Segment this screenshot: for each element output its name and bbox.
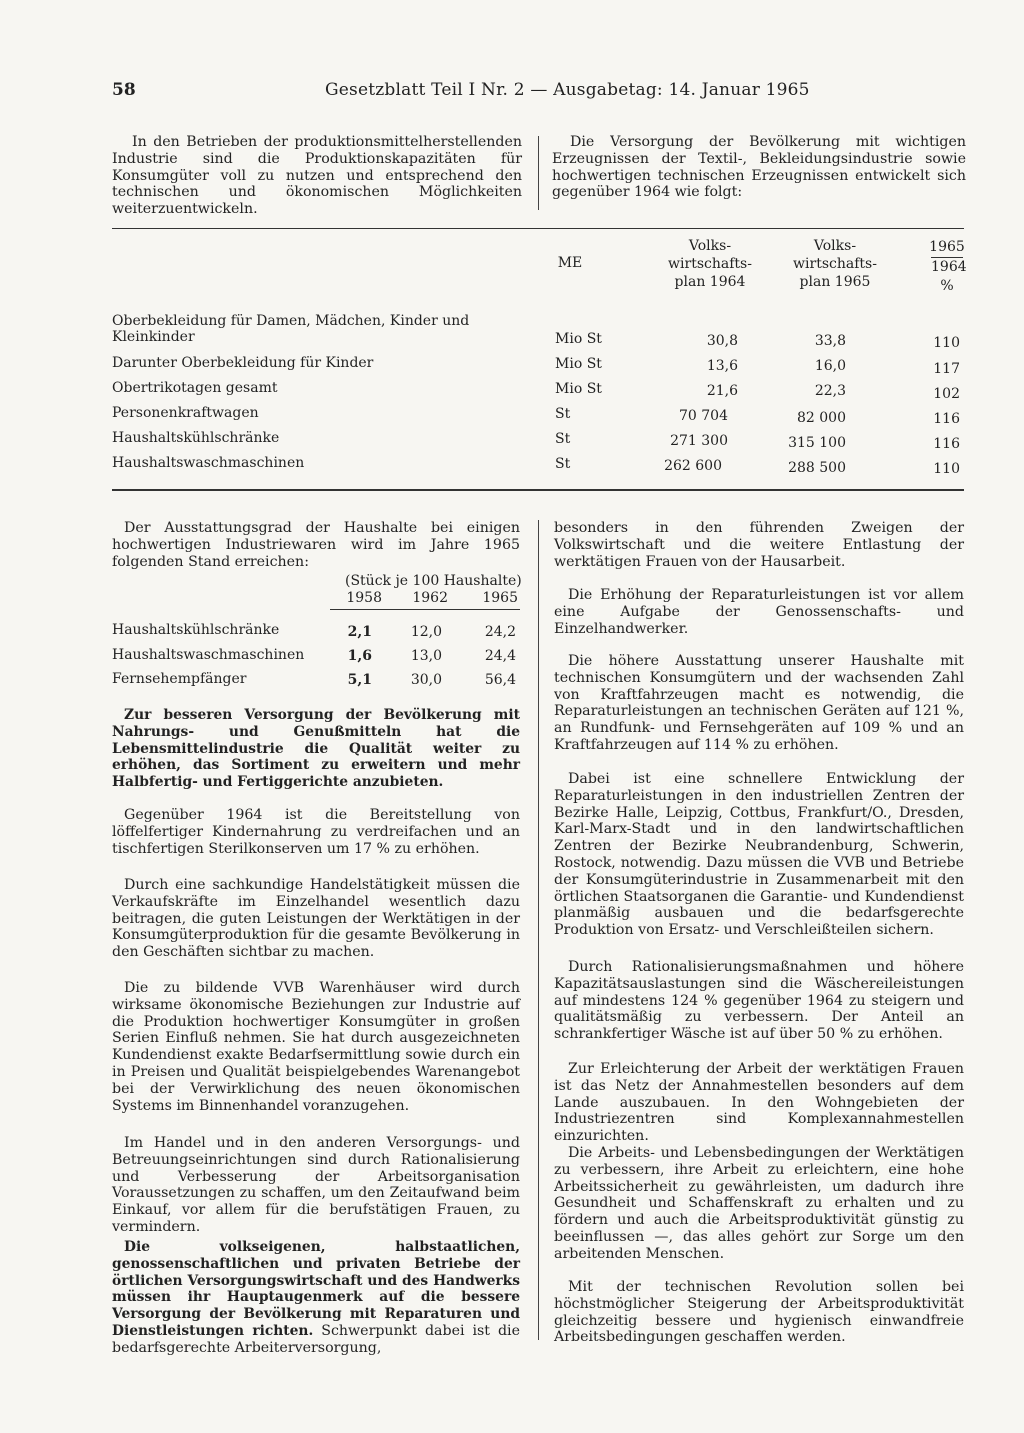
- table1-top-rule: [112, 228, 964, 229]
- table1-header-plan1965-line2: wirtschafts-: [793, 256, 877, 272]
- left-paragraph-2-bold: Zur besseren Versorgung der Bevölkerung mit Nahrungs- und Genußmitteln hat die Lebensmittelindustrie die Qualität weiter zu erhöhen, das Sortiment zu erweitern und mehr Halbfertig- und Fertiggerichte anzubieten.: [112, 707, 520, 791]
- table1-header-plan1964-line2: wirtschafts-: [668, 256, 752, 272]
- column-divider-main: [538, 520, 539, 1340]
- table1-row-label: Obertrikotagen gesamt: [112, 380, 278, 396]
- left-paragraph-6: Im Handel und in den anderen Versorgungs- und Betreuungseinrichtungen sind durch Rationalisierung und Verbesserung der Arbeitsorganisation Voraussetzungen zu schaffen, um den Zeitaufwand beim Einkauf, vor allem für die berufstätigen Frauen, zu vermindern.: [112, 1135, 520, 1235]
- table1-row-v1964: 30,8: [706, 333, 738, 349]
- table1-header-ratio-top: 1965: [929, 239, 965, 255]
- table1-row-me: Mio St: [555, 331, 602, 347]
- page-header-title: Gesetzblatt Teil I Nr. 2 — Ausgabetag: 14. Januar 1965: [325, 80, 810, 100]
- table2-row-label: Haushaltskühlschränke: [112, 622, 280, 638]
- table1-row-pct: 117: [933, 361, 960, 377]
- left-paragraph-7-rest: Schwerpunkt dabei ist die bedarfsgerechte Arbeiterversorgung,: [112, 1322, 520, 1356]
- table1-row-label: Darunter Oberbekleidung für Kinder: [112, 355, 374, 371]
- table2-year-1965: 1965: [482, 590, 518, 606]
- table1-row-v1965: 33,8: [814, 333, 846, 349]
- table1-row-pct: 110: [933, 335, 960, 351]
- table1-row-label: Haushaltswaschmaschinen: [112, 455, 305, 471]
- table1-row-me: St: [555, 456, 571, 472]
- intro-right-paragraph: Die Versorgung der Bevölkerung mit wichtigen Erzeugnissen der Textil-, Bekleidungsindustrie sowie hochwertigen technischen Erzeugnissen entwickelt sich gegenüber 1964 wie folgt:: [552, 134, 966, 201]
- table2-row-1965: 24,2: [484, 624, 516, 640]
- right-paragraph-3: Die höhere Ausstattung unserer Haushalte mit technischen Konsumgütern und der wachsenden Zahl von Kraftfahrzeugen macht es notwendig, die Reparaturleistungen an technischen Geräten auf 121 %, an Rundfunk- und Fernsehgeräten auf 109 % und an Kraftfahrzeugen auf 114 % zu erhöhen.: [554, 653, 964, 753]
- table1-row-v1964: 262 600: [664, 458, 722, 474]
- right-paragraph-8: Mit der technischen Revolution sollen bei höchstmöglicher Steigerung der Arbeitsproduktivität gleichzeitig bessere und hygienisch einwandfreie Arbeitsbedingungen geschaffen werden.: [554, 1279, 964, 1346]
- table1-header-me: ME: [557, 255, 583, 271]
- right-paragraph-7: Die Arbeits- und Lebensbedingungen der Werktätigen zu verbessern, ihre Arbeit zu erleichtern, eine hohe Arbeitssicherheit zu gewährleisten, um dadurch ihre Gesundheit und Schaffenskraft zu erhalten und zu fördern und auch die Arbeitsproduktivität günstig zu beeinflussen —, das alles gehört zur Sorge um den arbeitenden Menschen.: [554, 1145, 964, 1262]
- table1-row-me: St: [555, 431, 571, 447]
- table1-row-v1965: 82 000: [797, 410, 846, 426]
- table2-row-1958: 2,1: [347, 624, 372, 640]
- right-paragraph-5: Durch Rationalisierungsmaßnahmen und höhere Kapazitätsauslastungen sind die Wäschereileistungen auf mindestens 124 % gegenüber 1964 zu steigern und qualitätsmäßig zu verbessern. Der Anteil an schrankfertiger Wäsche ist auf über 50 % zu erhöhen.: [554, 959, 964, 1043]
- table1-row-v1964: 21,6: [706, 383, 738, 399]
- table1-row-me: St: [555, 406, 571, 422]
- right-paragraph-2: Die Erhöhung der Reparaturleistungen ist vor allem eine Aufgabe der Genossenschafts- und Einzelhandwerker.: [554, 587, 964, 637]
- table1-bottom-rule: [112, 489, 964, 491]
- left-paragraph-1: Der Ausstattungsgrad der Haushalte bei einigen hochwertigen Industriewaren wird im Jahre 1965 folgenden Stand erreichen:: [112, 520, 520, 570]
- table2-row-1965: 56,4: [484, 672, 516, 688]
- left-paragraph-7: [112, 1239, 520, 1357]
- table1-row-v1965: 16,0: [814, 358, 846, 374]
- table2-row-1958: 5,1: [347, 672, 372, 688]
- table1-header-plan1964: [655, 237, 765, 291]
- table2-header-rule: [330, 609, 520, 610]
- table1-header-plan1965: [780, 237, 890, 291]
- right-paragraph-1: besonders in den führenden Zweigen der Volkswirtschaft und die weitere Entlastung der werktätigen Frauen von der Hausarbeit.: [554, 520, 964, 570]
- page-number: 58: [112, 80, 136, 100]
- table2-row-1962: 12,0: [410, 624, 442, 640]
- table1-row-label: Oberbekleidung für Damen, Mädchen, Kinder und Kleinkinder: [112, 313, 470, 345]
- table1-header-ratio: [925, 238, 969, 296]
- table1-row-v1965: 288 500: [788, 460, 846, 476]
- table2-unit: (Stück je 100 Haushalte): [345, 573, 522, 589]
- table1-row-pct: 116: [933, 436, 960, 452]
- table2-row-1958: 1,6: [347, 648, 372, 664]
- table2-year-1962: 1962: [412, 590, 448, 606]
- table1-row-me: Mio St: [555, 356, 602, 372]
- table1-row-pct: 116: [933, 411, 960, 427]
- table1-row-v1965: 315 100: [788, 435, 846, 451]
- table1-row-pct: 110: [933, 461, 960, 477]
- left-paragraph-7-bold: Die volkseigenen, halbstaatlichen, genossenschaftlichen und privaten Betriebe der örtlichen Versorgungswirtschaft und des Handwerks müssen ihr Hauptaugenmerk auf die bessere Versorgung der Bevölkerung mit Reparaturen und Dienstleistungen richten.: [112, 1239, 520, 1339]
- table1-header-plan1965-line3: plan 1965: [799, 274, 871, 290]
- table2-row-label: Haushaltswaschmaschinen: [112, 647, 305, 663]
- table1-row-me: Mio St: [555, 381, 602, 397]
- table1-header-plan1964-line3: plan 1964: [674, 274, 746, 290]
- table1-header-ratio-bottom: 1964: [931, 259, 967, 275]
- table2-year-1958: 1958: [346, 590, 382, 606]
- column-divider-top: [538, 136, 539, 210]
- right-paragraph-6: Zur Erleichterung der Arbeit der werktätigen Frauen ist das Netz der Annahmestellen besonders auf dem Lande auszubauen. In den Wohngebieten der Industriezentren sind Komplexannahmestellen einzurichten.: [554, 1061, 964, 1145]
- table1-header-plan1964-line1: Volks-: [688, 238, 732, 254]
- left-paragraph-3: Gegenüber 1964 ist die Bereitstellung von löffelfertiger Kindernahrung zu verdreifachen und an tischfertigen Sterilkonserven um 17 % zu erhöhen.: [112, 807, 520, 857]
- table1-header-plan1965-line1: Volks-: [813, 238, 857, 254]
- table2-row-label: Fernsehempfänger: [112, 671, 247, 687]
- left-paragraph-5: Die zu bildende VVB Warenhäuser wird durch wirksame ökonomische Beziehungen zur Industrie auf die Produktion hochwertiger Konsumgüter in großen Serien Einfluß nehmen. Sie hat durch ausgezeichneten Kundendienst exakte Bedarfsermittlung sowie durch ein in Preisen und Qualität beispielgebendes Warenangebot bei der Verwirklichung des neuen ökonomischen Systems im Binnenhandel voranzugehen.: [112, 980, 520, 1114]
- table1-row-label: Personenkraftwagen: [112, 405, 259, 421]
- table1-row-v1964: 13,6: [706, 358, 738, 374]
- table2-row-1962: 30,0: [410, 672, 442, 688]
- intro-left-paragraph: In den Betrieben der produktionsmittelherstellenden Industrie sind die Produktionskapazitäten für Konsumgüter voll zu nutzen und entsprechend den technischen und ökonomischen Möglichkeiten weiterzuentwickeln.: [112, 134, 522, 218]
- right-paragraph-4: Dabei ist eine schnellere Entwicklung der Reparaturleistungen in den industriellen Zentren der Bezirke Halle, Leipzig, Cottbus, Frankfurt/O., Dresden, Karl-Marx-Stadt und in den landwirtschaftlichen Zentren der Bezirke Neubrandenburg, Schwerin, Rostock, notwendig. Dazu müssen die VVB und Betriebe der Konsumgüterindustrie in Zusammenarbeit mit den örtlichen Staatsorganen die Garantie- und Kundendienst planmäßig ausbauen und die bedarfsgerechte Produktion von Ersatz- und Verschleißteilen sichern.: [554, 771, 964, 939]
- table1-row-pct: 102: [933, 386, 960, 402]
- table2-row-1962: 13,0: [410, 648, 442, 664]
- table1-row-v1965: 22,3: [814, 383, 846, 399]
- table1-row-v1964: 271 300: [670, 433, 728, 449]
- table1-header-ratio-unit: %: [940, 278, 954, 294]
- table2-row-1965: 24,4: [484, 648, 516, 664]
- table1-row-label: Haushaltskühlschränke: [112, 430, 280, 446]
- left-paragraph-4: Durch eine sachkundige Handelstätigkeit müssen die Verkaufskräfte im Einzelhandel wesentlich dazu beitragen, die guten Leistungen der Werktätigen in der Konsumgüterproduktion für die gesamte Bevölkerung in den Geschäften sichtbar zu machen.: [112, 877, 520, 961]
- table1-row-v1964: 70 704: [679, 408, 728, 424]
